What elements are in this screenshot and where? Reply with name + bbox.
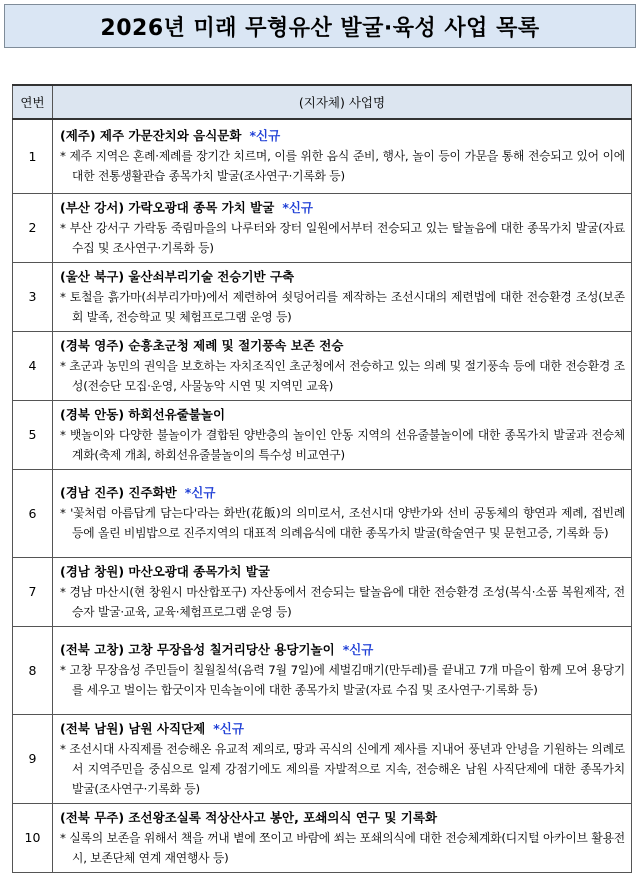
project-title bbox=[60, 267, 625, 287]
project-title bbox=[60, 562, 625, 582]
project-description: * '꽃처럼 아름답게 담는다'라는 화반(花飯)의 의미로서, 조선시대 양반가와 선비 공동체의 향연과 제례, 접빈례 등에 올린 비빔밥으로 진주지역의 대표적 의례음식에 대한 종목가치 발굴(학술연구 및 문헌고증, 기록화 등) bbox=[60, 506, 625, 540]
row-number: 2 bbox=[13, 193, 53, 262]
project-title-text: (경남 진주) 진주화반 bbox=[60, 485, 177, 500]
project-description: * 초군과 농민의 권익을 보호하는 자치조직인 초군청에서 전승하고 있는 의례 및 절기풍속 등에 대한 전승환경 조성(전승단 모집·운영, 사물농악 시연 및 지역민 교육) bbox=[60, 358, 625, 393]
header-no: 연번 bbox=[13, 85, 53, 119]
table-row bbox=[13, 400, 632, 469]
project-cell bbox=[53, 193, 632, 262]
project-title-text: (울산 북구) 울산쇠부리기술 전승기반 구축 bbox=[60, 268, 295, 284]
title-box bbox=[4, 4, 636, 48]
project-title bbox=[60, 483, 625, 503]
page-title: 2026년 미래 무형유산 발굴·육성 사업 목록 bbox=[100, 15, 540, 41]
project-description: * 실록의 보존을 위해서 책을 꺼내 볕에 쪼이고 바람에 쐬는 포쇄의식에 대한 전승체계화(디지털 아카이브 활용전시, 보존단체 연계 재연행사 등) bbox=[60, 830, 625, 865]
row-number: 10 bbox=[13, 803, 53, 872]
project-cell bbox=[53, 119, 632, 193]
table-header-row bbox=[13, 85, 632, 119]
project-title-text: (제주) 제주 가문잔치와 음식문화 bbox=[60, 128, 242, 144]
project-title-text: (경북 영주) 순흥초군청 제례 및 절기풍속 보존 전승 bbox=[60, 337, 344, 353]
project-title bbox=[60, 198, 625, 218]
row-number: 6 bbox=[13, 469, 53, 557]
row-number: 4 bbox=[13, 331, 53, 400]
project-title bbox=[60, 336, 625, 356]
project-title bbox=[60, 719, 625, 739]
table-row bbox=[13, 262, 632, 331]
project-table bbox=[12, 84, 632, 873]
new-badge: *신규 bbox=[249, 128, 281, 144]
row-number: 5 bbox=[13, 400, 53, 469]
project-description: * 제주 지역은 혼례·제례를 장기간 치르며, 이를 위한 음식 준비, 행사, 놀이 등이 가문을 통해 전승되고 있어 이에 대한 전통생활관습 종목가치 발굴(조사연구·기록화 등) bbox=[60, 149, 625, 184]
row-number: 8 bbox=[13, 626, 53, 714]
project-cell bbox=[53, 262, 632, 331]
project-description: * 뱃놀이와 다양한 불놀이가 결합된 양반층의 놀이인 안동 지역의 선유줄불놀이에 대한 종목가치 발굴과 전승체계화(축제 개최, 하회선유줄불놀이의 특수성 비교연구) bbox=[60, 427, 625, 462]
project-title-text: (전북 고창) 고창 무장읍성 칠거리당산 용당기놀이 bbox=[60, 642, 335, 657]
table-row bbox=[13, 557, 632, 626]
new-badge: *신규 bbox=[342, 642, 374, 657]
project-title bbox=[60, 126, 625, 146]
project-description: * 부산 강서구 가락동 죽림마을의 나루터와 장터 일원에서부터 전승되고 있는 탈놀음에 대한 종목가치 발굴(자료 수집 및 조사연구·기록화 등) bbox=[60, 220, 625, 255]
project-title-text: (부산 강서) 가락오광대 종목 가치 발굴 bbox=[60, 199, 275, 215]
project-title bbox=[60, 808, 625, 828]
new-badge: *신규 bbox=[213, 720, 244, 736]
project-cell bbox=[53, 714, 632, 803]
row-number: 1 bbox=[13, 119, 53, 193]
project-title bbox=[60, 405, 625, 425]
table-row bbox=[13, 331, 632, 400]
row-number: 9 bbox=[13, 714, 53, 803]
new-badge: *신규 bbox=[282, 199, 313, 215]
project-description: * 조선시대 사직제를 전승해온 유교적 제의로, 땅과 곡식의 신에게 제사를 지내어 풍년과 안녕을 기원하는 의례로서 지역주민을 중심으로 일제 강점기에도 제의를 자발적으로 지속, 전승해온 남원 사직단제에 대한 종목가치 발굴(조사연구·기록화 등) bbox=[60, 741, 625, 796]
project-title bbox=[60, 640, 625, 660]
row-number: 7 bbox=[13, 557, 53, 626]
table-row bbox=[13, 119, 632, 193]
project-description: * 경남 마산시(현 창원시 마산합포구) 자산동에서 전승되는 탈놀음에 대한 전승환경 조성(복식·소품 복원제작, 전승자 발굴·교육, 교육·체험프로그램 운영 등) bbox=[60, 584, 625, 619]
project-cell bbox=[53, 626, 632, 714]
table-row bbox=[13, 714, 632, 803]
project-cell bbox=[53, 557, 632, 626]
project-cell bbox=[53, 400, 632, 469]
project-description: * 고창 무장읍성 주민들이 칠월칠석(음력 7월 7일)에 세벌김매기(만두레)를 끝내고 7개 마을이 함께 모여 용당기를 세우고 벌이는 합굿이자 민속놀이에 대한 종목가치 발굴(자료 수집 및 조사연구·기록화 등) bbox=[60, 663, 625, 697]
header-name: (지자체) 사업명 bbox=[53, 85, 632, 119]
project-cell bbox=[53, 331, 632, 400]
project-description: * 토철을 흙가마(쇠부리가마)에서 제련하여 쇳덩어리를 제작하는 조선시대의 제련법에 대한 전승환경 조성(보존회 발족, 전승학교 및 체험프로그램 운영 등) bbox=[60, 289, 625, 324]
row-number: 3 bbox=[13, 262, 53, 331]
new-badge: *신규 bbox=[184, 485, 216, 500]
project-title-text: (전북 남원) 남원 사직단제 bbox=[60, 720, 206, 736]
project-cell bbox=[53, 469, 632, 557]
project-title-text: (경남 창원) 마산오광대 종목가치 발굴 bbox=[60, 563, 270, 579]
project-title-text: (전북 무주) 조선왕조실록 적상산사고 봉안, 포쇄의식 연구 및 기록화 bbox=[60, 809, 438, 825]
table-row bbox=[13, 193, 632, 262]
project-cell bbox=[53, 803, 632, 872]
table-row bbox=[13, 626, 632, 714]
table-row bbox=[13, 803, 632, 872]
table-row bbox=[13, 469, 632, 557]
project-title-text: (경북 안동) 하회선유줄불놀이 bbox=[60, 406, 226, 422]
